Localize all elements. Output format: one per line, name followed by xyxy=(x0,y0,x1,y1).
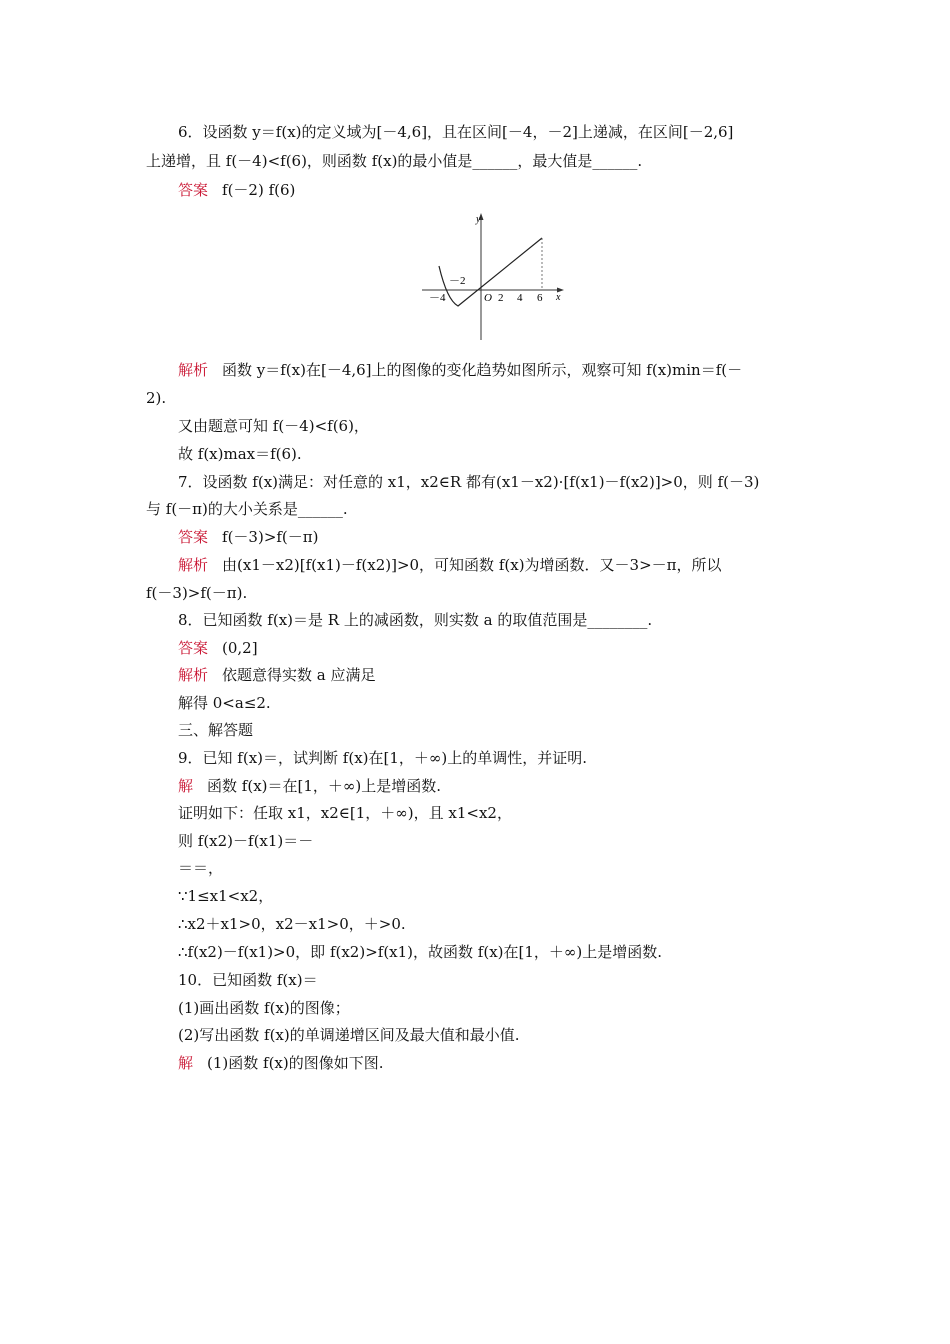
q10-line1: 10．已知函数 f(x)＝ xyxy=(178,971,318,989)
tick-label-6: 6 xyxy=(537,292,543,304)
analysis-text: 函数 y＝f(x)在[－4,6]上的图像的变化趋势如图所示，观察可知 f(x)min＝f(－ xyxy=(222,361,743,379)
analysis-label: 解析 xyxy=(178,556,209,574)
q7-analysis-line2: f(－3)>f(－π). xyxy=(146,584,248,602)
analysis-text: 依题意得实数 a 应满足 xyxy=(222,666,376,684)
q6-line2: 上递增，且 f(－4)<f(6)，则函数 f(x)的最小值是______，最大值是______. xyxy=(146,152,643,170)
q9-proof1: 证明如下：任取 x1，x2∈[1，＋∞)，且 x1<x2， xyxy=(178,804,512,822)
q10-solution xyxy=(178,1053,384,1073)
answer-label: 答案 xyxy=(178,528,209,546)
q6-analysis-line2: 2). xyxy=(146,389,167,407)
q8-line1: 8．已知函数 f(x)＝是 R 上的减函数，则实数 a 的取值范围是________. xyxy=(178,611,653,629)
answer-text: f(－2) f(6) xyxy=(222,181,296,199)
tick-label-neg2: －2 xyxy=(449,275,466,287)
q8-analysis xyxy=(178,665,376,685)
origin-label: O xyxy=(484,292,492,304)
q10-part1: (1)画出函数 f(x)的图像； xyxy=(178,999,350,1017)
answer-text: (0,2] xyxy=(222,639,258,657)
q9-solution xyxy=(178,776,441,796)
analysis-label: 解析 xyxy=(178,666,209,684)
q9-proof2: 则 f(x2)－f(x1)＝－ xyxy=(178,832,314,850)
solution-label: 解 xyxy=(178,1054,194,1072)
tick-label-2: 2 xyxy=(498,292,504,304)
q8-solve: 解得 0<a≤2. xyxy=(178,694,271,712)
q10-part2: (2)写出函数 f(x)的单调递增区间及最大值和最小值. xyxy=(178,1026,520,1044)
q6-analysis-line3: 又由题意可知 f(－4)<f(6)， xyxy=(178,417,369,435)
q7-line2: 与 f(－π)的大小关系是______. xyxy=(146,500,348,518)
solution-text: 函数 f(x)＝在[1，＋∞)上是增函数. xyxy=(207,777,442,795)
y-axis-label: y xyxy=(476,214,481,225)
section-heading: 三、解答题 xyxy=(178,721,254,739)
solution-label: 解 xyxy=(178,777,194,795)
analysis-text: 由(x1－x2)[f(x1)－f(x2)]>0，可知函数 f(x)为增函数．又－3>－π，所以 xyxy=(222,556,722,574)
answer-label: 答案 xyxy=(178,181,209,199)
q7-answer xyxy=(178,527,319,547)
q7-analysis-line1 xyxy=(178,555,722,575)
answer-text: f(－3)>f(－π) xyxy=(222,528,319,546)
solution-text: (1)函数 f(x)的图像如下图. xyxy=(207,1054,384,1072)
q6-analysis-line4: 故 f(x)max＝f(6). xyxy=(178,445,302,463)
tick-label-4: 4 xyxy=(517,292,523,304)
answer-label: 答案 xyxy=(178,639,209,657)
q7-line1: 7．设函数 f(x)满足：对任意的 x1，x2∈R 都有(x1－x2)·[f(x1)－f(x2)]>0，则 f(－3) xyxy=(178,473,760,491)
q9-proof3: ＝＝， xyxy=(178,859,224,877)
q9-line1: 9．已知 f(x)＝，试判断 f(x)在[1，＋∞)上的单调性，并证明. xyxy=(178,749,588,767)
q8-answer xyxy=(178,638,258,658)
q6-analysis-line1 xyxy=(178,360,742,380)
function-graph xyxy=(418,208,568,343)
q6-line1: 6．设函数 y＝f(x)的定义域为[－4,6]，且在区间[－4，－2]上递减，在区间[－2,6] xyxy=(178,123,734,141)
q9-proof5: ∴x2＋x1>0，x2－x1>0，＋>0. xyxy=(178,915,406,933)
q6-answer xyxy=(178,180,295,200)
x-axis-label: x xyxy=(556,292,561,303)
analysis-label: 解析 xyxy=(178,361,209,379)
q9-proof4: ∵1≤x1<x2， xyxy=(178,887,274,905)
q9-proof6: ∴f(x2)－f(x1)>0，即 f(x2)>f(x1)，故函数 f(x)在[1，＋∞)上是增函数. xyxy=(178,943,663,961)
tick-label-neg4: －4 xyxy=(429,292,446,304)
